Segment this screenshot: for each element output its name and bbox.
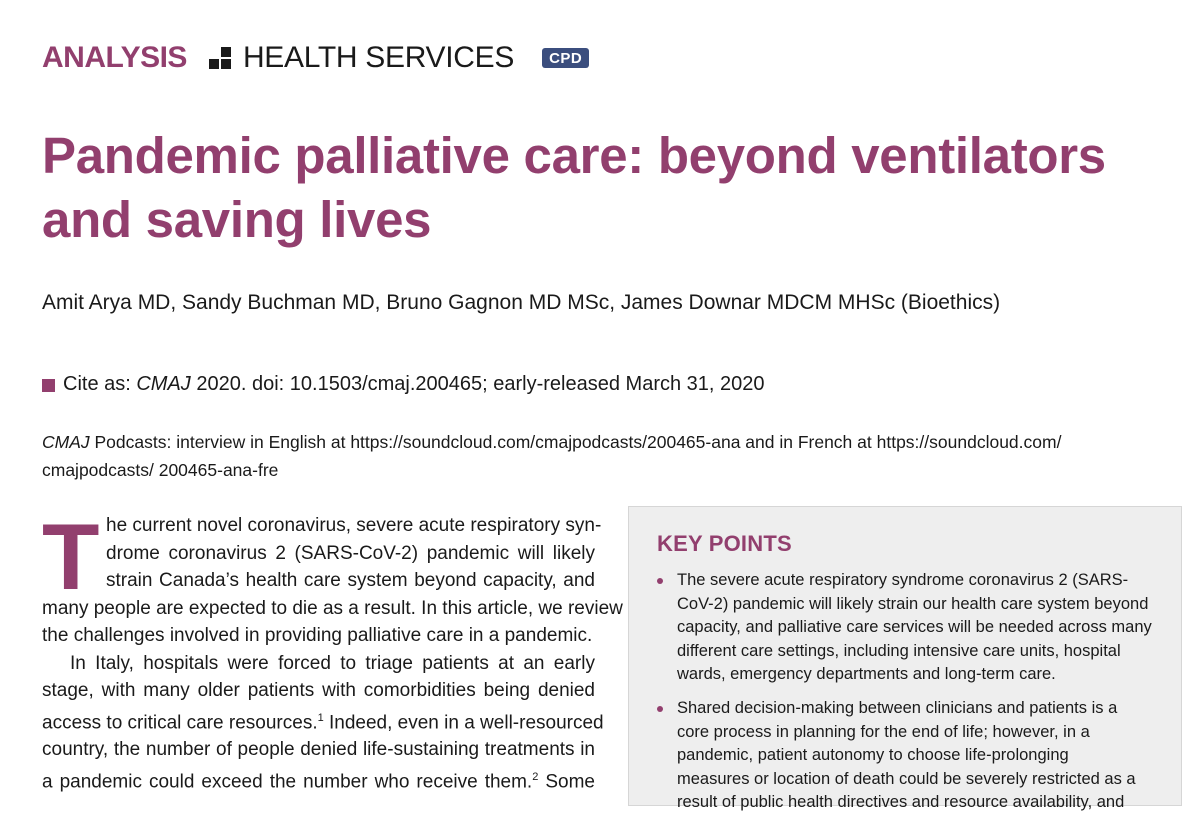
reference-1[interactable]: 1 (317, 711, 324, 724)
text-fragment: Indeed, even in a well-resourced (323, 711, 604, 733)
key-point-line: pandemic, patient autonomy to choose life-prolonging (677, 746, 1069, 765)
text-line: strain Canada’s health care system beyond capacity, and (106, 570, 595, 591)
key-point-line: CoV-2) pandemic will likely strain our health care system beyond (677, 594, 1149, 613)
grid-icon (209, 47, 231, 69)
title-line: Pandemic palliative care: beyond ventilators (42, 127, 1106, 184)
podcast-text[interactable]: Podcasts: interview in English at https://soundcloud.com/cmajpodcasts/200465-ana and in French at https://soundcloud.com/ (89, 432, 1062, 452)
key-point-line: result of public health directives and resource availability, and (677, 793, 1125, 812)
text-line: In Italy, hospitals were forced to triage patients at an early (70, 652, 595, 674)
text-line: the challenges involved in providing palliative care in a pandemic. (42, 625, 593, 646)
text-line: stage, with many older patients with comorbidities being denied (42, 680, 595, 701)
key-points-box (628, 506, 1182, 812)
key-point-item (655, 569, 1155, 687)
cpd-badge[interactable]: CPD (542, 48, 589, 68)
key-point-item (655, 697, 1155, 815)
key-point-line: The severe acute respiratory syndrome coronavirus 2 (SARS- (677, 571, 1129, 589)
text-line: many people are expected to die as a result. In this article, we review (42, 597, 623, 619)
cite-rest: 2020. doi: 10.1503/cmaj.200465; early-released March 31, 2020 (190, 373, 765, 395)
square-bullet-icon (42, 379, 55, 392)
key-point-line: Shared decision-making between clinicians and patients is a (677, 698, 1118, 717)
cite-prefix: Cite as: (63, 373, 137, 395)
text-line: he current novel coronavirus, severe acute respiratory syn- (106, 515, 602, 536)
citation (42, 373, 765, 396)
key-points-heading: KEY POINTS (657, 531, 792, 556)
text-line (42, 764, 595, 796)
bullet-dot-icon (657, 706, 663, 712)
key-points-list (655, 569, 1155, 825)
section-label: ANALYSIS (42, 41, 187, 74)
key-point-line: capacity, and palliative care services will be needed across many (677, 618, 1152, 637)
key-point-line: measures or location of death could be severely restricted as a (677, 769, 1136, 788)
paragraph-2 (42, 650, 604, 796)
drop-cap: T (42, 504, 100, 609)
text-line: drome coronavirus 2 (SARS-CoV-2) pandemic will likely (106, 542, 595, 564)
key-point-line: core process in planning for the end of life; however, in a (677, 722, 1090, 741)
podcast-links (42, 428, 1172, 484)
key-point-line: different care settings, including intensive care units, hospital (677, 641, 1121, 660)
reference-2[interactable]: 2 (532, 770, 539, 783)
text-fragment: access to critical care resources. (42, 711, 318, 733)
article-header (42, 38, 589, 78)
article-title (42, 124, 1162, 252)
text-line: country, the number of people denied life-sustaining treatments in (42, 739, 595, 761)
bullet-dot-icon (657, 578, 663, 584)
podcast-line-2[interactable]: cmajpodcasts/ 200465-ana-fre (42, 460, 279, 480)
paragraph-1 (42, 504, 623, 650)
podcast-line (42, 428, 1172, 456)
author-list: Amit Arya MD, Sandy Buchman MD, Bruno Gagnon MD MSc, James Downar MDCM MHSc (Bioethics) (42, 291, 1001, 314)
text-line (42, 705, 604, 737)
subsection-label: HEALTH SERVICES (242, 41, 515, 74)
text-fragment: a pandemic could exceed the number who receive them. (42, 771, 533, 793)
body-text (42, 504, 623, 796)
text-fragment: Some (538, 771, 595, 793)
title-line: and saving lives (42, 191, 432, 248)
podcast-journal: CMAJ (42, 432, 90, 452)
key-point-line: wards, emergency departments and long-term care. (677, 665, 1056, 684)
cite-journal: CMAJ (136, 373, 191, 395)
